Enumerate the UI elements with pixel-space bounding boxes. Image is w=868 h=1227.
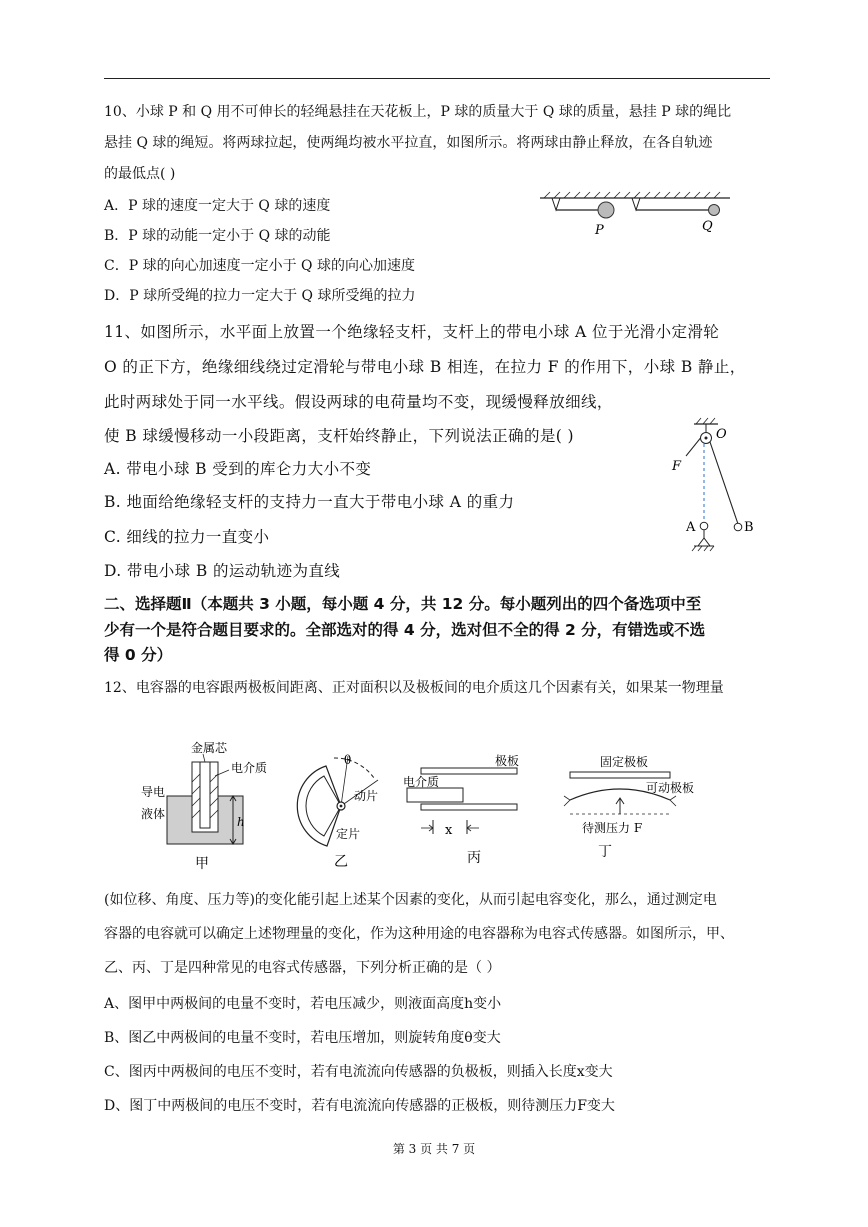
q12-bing-dielectric-label: 电介质 (403, 775, 440, 789)
q11-stem-line-1: 11、如图所示，水平面上放置一个绝缘轻支杆，支杆上的带电小球 A 位于光滑小定滑轮 (104, 323, 720, 341)
q12-jia-liquid-label-2: 液体 (141, 807, 166, 821)
q11-option-b: B. 地面给绝缘轻支杆的支持力一直大于带电小球 A 的重力 (104, 493, 515, 511)
q12-jia-caption: 甲 (195, 856, 209, 872)
q12-bing-plate-label: 极板 (495, 754, 520, 768)
q10-label-q: Q (702, 219, 713, 234)
q11-option-a: A. 带电小球 B 受到的库仑力大小不变 (104, 460, 372, 478)
q10-option-c: C．P 球的向心加速度一定小于 Q 球的向心加速度 (104, 258, 415, 274)
q12-figure-bing (395, 754, 535, 872)
q12-bing-caption: 丙 (467, 850, 481, 866)
section2-line-2: 少有一个是符合题目要求的。全部选对的得 4 分，选对但不全的得 2 分，有错选或不选 (104, 621, 706, 639)
q10-option-a: A．P 球的速度一定大于 Q 球的速度 (104, 198, 331, 214)
q11-option-c: C. 细线的拉力一直变小 (104, 528, 270, 546)
q11-label-o: O (716, 427, 727, 442)
q12-jia-h-label: h (237, 815, 245, 829)
q12-option-c: C、图丙中两极间的电压不变时，若有电流流向传感器的负极板，则插入长度x变大 (104, 1064, 613, 1080)
q12-yi-moving-label: 动片 (354, 789, 379, 803)
q12-body-line-2: 容器的电容就可以确定上述物理量的变化，作为这种用途的电容器称为电容式传感器。如图所示，甲、 (104, 926, 734, 942)
q12-option-b: B、图乙中两极间的电量不变时，若电压增加，则旋转角度θ变大 (104, 1030, 501, 1046)
q11-label-b: B (744, 520, 754, 535)
q12-yi-fixed-label: 定片 (336, 827, 361, 841)
q11-option-d: D. 带电小球 B 的运动轨迹为直线 (104, 562, 341, 580)
header-rule (104, 78, 770, 79)
q12-body-line-1: (如位移、角度、压力等)的变化能引起上述某个因素的变化，从而引起电容变化，那么，通过测定电 (104, 892, 717, 908)
q11-stem-line-4: 使 B 球缓慢移动一小段距离，支杆始终静止，下列说法正确的是( ) (104, 427, 574, 445)
q12-jia-liquid-label-1: 导电 (141, 785, 166, 799)
q12-ding-caption: 丁 (598, 844, 612, 860)
q12-option-d: D、图丁中两极间的电压不变时，若有电流流向传感器的正极板，则待测压力F变大 (104, 1098, 615, 1114)
q10-option-b: B．P 球的动能一定小于 Q 球的动能 (104, 228, 331, 244)
section2-line-3: 得 0 分） (104, 646, 173, 664)
q12-ding-fixed-label: 固定极板 (600, 755, 649, 769)
q10-label-p: P (595, 223, 604, 238)
q12-body-line-3: 乙、丙、丁是四种常见的电容式传感器，下列分析正确的是（ ） (104, 960, 501, 976)
q10-stem-line-3: 的最低点( ) (104, 166, 176, 182)
q12-jia-core-label: 金属芯 (191, 741, 228, 755)
q10-option-d: D．P 球所受绳的拉力一定大于 Q 球所受绳的拉力 (104, 288, 416, 304)
q11-label-a: A (686, 520, 696, 535)
q12-option-a: A、图甲中两极间的电量不变时，若电压减少，则液面高度h变小 (104, 996, 502, 1012)
q12-ding-movable-label: 可动极板 (646, 781, 695, 795)
q12-yi-caption: 乙 (334, 854, 348, 870)
q12-figure-yi (296, 748, 386, 878)
q12-ding-pressure-label: 待测压力 F (582, 821, 643, 835)
q11-stem-line-3: 此时两球处于同一水平线。假设两球的电荷量均不变，现缓慢释放细线， (104, 393, 613, 411)
q10-figure (540, 190, 740, 246)
q12-jia-dielectric-label: 电介质 (231, 761, 268, 775)
q12-yi-theta-label: θ (344, 753, 352, 767)
q12-bing-x-label: x (445, 823, 453, 838)
q12-figure-jia (135, 738, 285, 878)
q11-label-f: F (672, 459, 682, 474)
q12-figure-ding (556, 752, 706, 870)
q10-stem-line-1: 10、小球 P 和 Q 用不可伸长的轻绳悬挂在天花板上，P 球的质量大于 Q 球的质量，悬挂 P 球的绳比 (104, 104, 732, 120)
q11-stem-line-2: O 的正下方，绝缘细线绕过定滑轮与带电小球 B 相连，在拉力 F 的作用下，小球 B 静止， (104, 358, 746, 376)
q11-figure (664, 414, 764, 568)
section2-line-1: 二、选择题Ⅱ（本题共 3 小题，每小题 4 分，共 12 分。每小题列出的四个备选项中至 (104, 595, 702, 613)
q10-stem-line-2: 悬挂 Q 球的绳短。将两球拉起，使两绳均被水平拉直，如图所示。将两球由静止释放，在各自轨迹 (104, 135, 713, 151)
q12-intro: 12、电容器的电容跟两极板间距离、正对面积以及极板间的电介质这几个因素有关，如果某一物理量 (104, 680, 724, 696)
page-footer: 第 3 页 共 7 页 (392, 1142, 476, 1156)
